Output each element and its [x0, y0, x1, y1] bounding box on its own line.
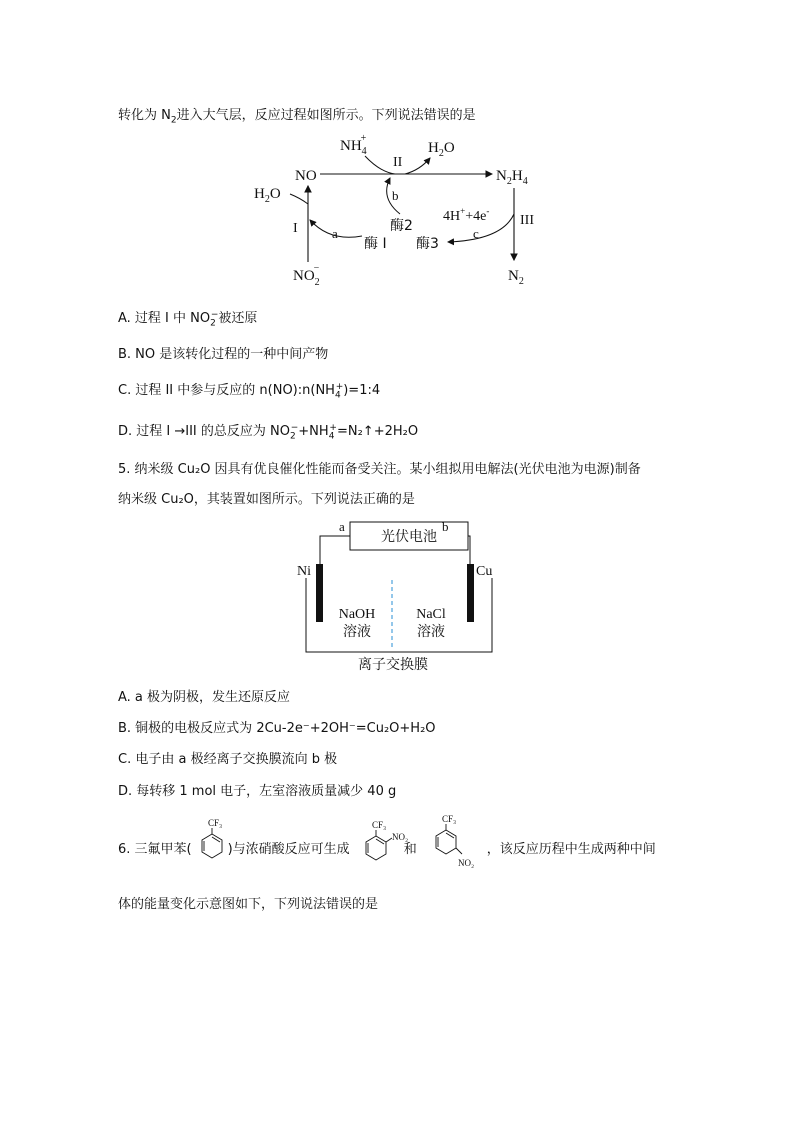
nh4-curve — [365, 156, 395, 174]
cf3-label-2: CF₃ — [372, 820, 387, 830]
no2-label-2: NO₂ — [458, 858, 475, 868]
enzyme1-label: 酶 I — [364, 236, 387, 252]
n2-label: $N_2$ — [508, 268, 524, 287]
h2o-left-curve — [290, 194, 308, 204]
no-label: NO — [295, 168, 317, 184]
h2o-top-label: $H_2O$ — [428, 140, 455, 159]
right-solution-1: NaCl — [416, 607, 446, 622]
wire-left — [320, 536, 350, 574]
q5-stem-line1: 5. 纳米级 Cu₂O 因具有优良催化性能而备受关注。某小组拟用电解法(光伏电池为电源)制备 — [118, 462, 641, 477]
left-solution-1: NaOH — [338, 607, 376, 622]
electrolysis-diagram — [290, 514, 510, 676]
q5-option-a: A. a 极为阴极，发生还原反应 — [118, 690, 291, 705]
c-label: c — [473, 226, 479, 241]
q5-option-d: D. 每转移 1 mol 电子，左室溶液质量减少 40 g — [118, 784, 397, 799]
h-plus-label: 4H++4e- — [443, 206, 490, 224]
a-label: a — [332, 226, 338, 241]
q6-stem-line2: 体的能量变化示意图如下，下列说法错误的是 — [118, 897, 379, 912]
intro-text: 转化为 $N_2$进入大气层，反应过程如图所示。下列说法错误的是 — [118, 108, 476, 126]
no2-label-1: NO₂ — [392, 832, 409, 842]
terminal-a-label: a — [339, 519, 345, 534]
q4-option-a: A. 过程 I 中 $NO_2^-$被还原 — [118, 309, 258, 329]
tank — [306, 578, 492, 652]
q4-option-c: C. 过程 II 中参与反应的 $n(NO):n(NH_4^+)=1:4$ — [118, 381, 381, 401]
step-i-label: I — [293, 221, 298, 236]
q5-option-b: B. 铜极的电极反应式为 2Cu-2e⁻+2OH⁻=Cu₂O+H₂O — [118, 721, 436, 736]
reaction-diagram — [240, 128, 560, 292]
terminal-b-label: b — [442, 519, 449, 534]
step-iii-label: III — [520, 213, 534, 228]
cu-electrode — [467, 564, 474, 622]
q4-option-b: B. NO 是该转化过程的一种中间产物 — [118, 347, 329, 362]
battery-label: 光伏电池 — [381, 529, 437, 545]
h2o-left-label: $H_2O$ — [254, 186, 281, 205]
left-solution-2: 溶液 — [343, 624, 371, 640]
q5-stem-line2: 纳米级 Cu₂O，其装置如图所示。下列说法正确的是 — [118, 492, 415, 507]
no2-label: $NO_2-$ — [293, 263, 320, 288]
n2h4-label: $N_2H_4$ — [496, 168, 528, 187]
nh4-label: $NH_4+$ — [340, 133, 367, 157]
q4-option-d: D. 过程 I →III 的总反应为 $NO_2^-+NH_4^+=N_2↑+2H_2O$ — [118, 422, 419, 442]
membrane-label: 离子交换膜 — [358, 657, 428, 673]
b-label: b — [392, 188, 399, 203]
enzyme2-label: 酶2 — [390, 218, 413, 234]
step-ii-label: II — [393, 155, 403, 170]
ni-electrode — [316, 564, 323, 622]
h2o-curve — [405, 158, 430, 174]
cf3-label-3: CF₃ — [442, 814, 457, 824]
q6-stem-line1: 6. 三氟甲苯( )与浓硝酸反应可生成 和 ，该反应历程中生成两种中间 — [118, 842, 656, 857]
meta-nitro-structure — [428, 812, 494, 876]
ortho-nitro-structure — [362, 818, 414, 866]
enzyme3-label: 酶3 — [416, 236, 439, 252]
cf3-label-1: CF₃ — [208, 818, 223, 828]
cu-label: Cu — [476, 564, 493, 579]
q5-option-c: C. 电子由 a 极经离子交换膜流向 b 极 — [118, 752, 338, 767]
trifluorotoluene-structure — [198, 814, 238, 862]
ni-label: Ni — [297, 564, 311, 579]
right-solution-2: 溶液 — [417, 624, 445, 640]
